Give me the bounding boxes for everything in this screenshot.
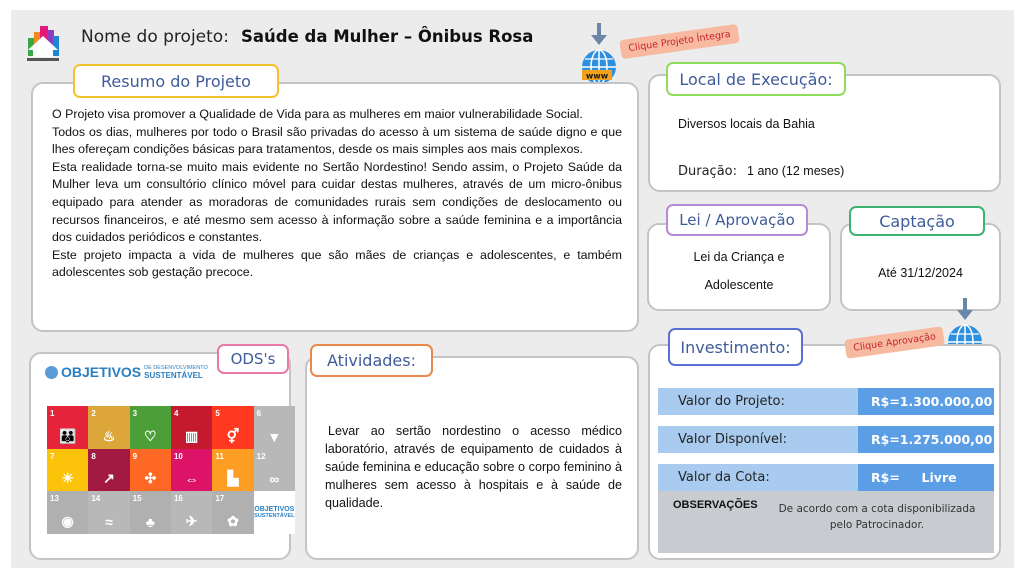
sdg-number: 13 <box>50 494 59 504</box>
sdg-goal-icon: 👪 <box>58 427 77 444</box>
captacao-value: Até 31/12/2024 <box>878 266 963 280</box>
sdg-number: 14 <box>91 494 101 504</box>
sdg-number: 12 <box>256 451 266 461</box>
sdg-tile-1 <box>47 406 88 449</box>
local-title: Local de Execução: <box>666 62 846 96</box>
sdg-number: 7 <box>50 451 55 461</box>
valor-cota-row <box>658 464 994 491</box>
sdg-tile-15 <box>130 491 171 534</box>
sdg-tile-3 <box>130 406 171 449</box>
clique-projeto-integra-note[interactable]: Clique Projeto Íntegra <box>619 24 740 59</box>
captacao-title: Captação <box>849 206 985 236</box>
sdg-goal-icon: ♡ <box>144 427 157 444</box>
sdg-goal-icon: ✿ <box>227 513 239 529</box>
sdg-goal-icon: ⇔ <box>184 471 199 488</box>
observacoes-text: De acordo com a cota disponibilizada pelo Patrocinador. <box>778 503 976 531</box>
ods-banner-main: OBJETIVOS <box>61 364 142 380</box>
sdg-goal-icon: ▥ <box>185 427 199 444</box>
sdg-tile-14 <box>88 491 129 534</box>
sdg-tile-10 <box>171 449 212 492</box>
observacoes-label: OBSERVAÇÕES <box>673 499 758 511</box>
logo <box>24 24 62 64</box>
sdg-goal-icon: ▙ <box>227 470 239 487</box>
sdg-goal-icon: ⚥ <box>226 427 240 444</box>
ods-banner-sub2: SUSTENTÁVEL <box>144 371 203 380</box>
atividades-title: Atividades: <box>310 344 433 377</box>
sdg-goal-icon: ∞ <box>269 471 280 488</box>
sdg-number: 11 <box>215 451 224 461</box>
sdg-corner-main: OBJETIVOS <box>254 506 295 514</box>
sdg-tile-16 <box>171 491 212 534</box>
sdg-number: 8 <box>91 451 96 461</box>
sdg-goal-icon: ✈ <box>185 513 198 529</box>
sdg-tile-12 <box>254 449 295 492</box>
sdg-puzzle-grid <box>47 406 295 534</box>
sdg-goal-icon: ♨ <box>102 427 116 444</box>
sdg-goal-icon: ≈ <box>105 514 113 530</box>
duration-label: Duração: <box>678 164 738 179</box>
sdg-tile-5 <box>212 406 253 449</box>
sdg-goal-icon: ↗ <box>103 470 115 487</box>
www-label: www <box>585 71 609 81</box>
valor-disponivel-value: R$=1.275.000,00 <box>858 426 994 453</box>
resumo-paragraph-2: Todos os dias, mulheres por todo o Brasil são privadas do acesso à um sistema de saúde digno e que lhes ofereçam condições básicas para tratamentos, desde os mais simples aos mais complexos. <box>52 124 622 157</box>
sdg-number: 15 <box>132 494 142 504</box>
sdg-number: 6 <box>256 409 262 418</box>
resumo-title: Resumo do Projeto <box>73 64 279 98</box>
sdg-number: 10 <box>173 451 183 461</box>
sdg-goal-icon: ▼ <box>267 428 282 445</box>
investimento-title: Investimento: <box>668 328 803 366</box>
valor-projeto-value: R$=1.300.000,00 <box>858 388 994 415</box>
ods-card <box>29 352 295 560</box>
sdg-number: 9 <box>132 451 138 461</box>
sdg-tile-13 <box>47 491 88 534</box>
valor-cota-label: Valor da Cota: <box>658 464 858 491</box>
resumo-paragraph-3: Esta realidade torna-se muito mais evidente no Sertão Nordestino! Sendo assim, o Projeto Saúde da Mulher leva um consultório clínico móvel para cuidar destas mulheres, através de um micro-ônibus equipado para atender as moradoras de comunidades rurais sem condições de deslocamento ou recursos financeiros, e até mesmo sem acesso à informação sobre a saúde feminina e a importância dos cuidados periódicos e constantes. <box>52 159 622 245</box>
local-value: Diversos locais da Bahia <box>678 117 815 131</box>
sdg-number: 2 <box>91 409 96 418</box>
sdg-goal-icon: ♣ <box>145 514 155 530</box>
project-name-label: Nome do projeto: <box>81 27 229 47</box>
slide <box>11 10 1014 568</box>
sdg-tile-11 <box>212 449 253 492</box>
lei-card <box>647 223 831 311</box>
sdg-number: 16 <box>173 494 183 504</box>
resumo-paragraph-4: Este projeto impacta a vida de mulheres que são mães de crianças e adolescentes, e também adolescentes sob gestação precoce. <box>52 247 622 280</box>
valor-projeto-label: Valor do Projeto: <box>658 388 858 415</box>
sdg-goal-icon: ☀ <box>61 470 74 487</box>
un-emblem-icon <box>45 366 58 379</box>
sdg-number: 1 <box>50 409 55 418</box>
ods-banner <box>45 364 208 380</box>
resumo-card <box>31 82 639 332</box>
sdg-number: 5 <box>215 409 220 418</box>
valor-disponivel-label: Valor Disponível: <box>658 426 858 453</box>
project-name: Saúde da Mulher – Ônibus Rosa <box>241 27 534 46</box>
sdg-goal-icon: ✣ <box>144 470 157 487</box>
sdg-tile-8 <box>88 449 129 492</box>
sdg-tile-17 <box>212 491 253 534</box>
resumo-paragraph-1: O Projeto visa promover a Qualidade de Vida para as mulheres em maior vulnerabilidade Social. <box>52 107 583 121</box>
sdg-tile-9 <box>130 449 171 492</box>
atividades-text: Levar ao sertão nordestino o acesso médico laboratório, através de equipamento de cuidados à saúde feminina e educação sobre o corpo feminino à mulheres sem acesso à hospitais e à saúde de qualidade. <box>325 424 622 510</box>
lei-title: Lei / Aprovação <box>666 204 808 236</box>
house-logo-icon <box>24 24 62 64</box>
sdg-tile-6 <box>254 406 295 449</box>
valor-projeto-row <box>658 388 994 415</box>
observacoes-box <box>658 491 994 553</box>
clique-aprovacao-note[interactable]: Clique Aprovação <box>844 326 945 359</box>
sdg-tile-logo <box>254 491 295 534</box>
sdg-tile-4 <box>171 406 212 449</box>
ods-title: ODS's <box>217 344 289 374</box>
atividades-card <box>305 356 639 560</box>
lei-line-1: Lei da Criança e <box>693 250 785 264</box>
sdg-corner-sub: SUSTENTÁVEL <box>254 513 295 520</box>
sdg-number: 4 <box>173 409 179 418</box>
investimento-card <box>648 344 1001 560</box>
valor-cota-value: R$= Livre <box>858 464 994 491</box>
sdg-goal-icon: ◉ <box>61 513 74 529</box>
sdg-tile-7 <box>47 449 88 492</box>
ods-banner-sub1: DE DESENVOLVIMENTO <box>144 365 208 371</box>
sdg-number: 3 <box>132 409 138 418</box>
valor-disponivel-row <box>658 426 994 453</box>
lei-line-2: Adolescente <box>704 278 774 292</box>
sdg-number: 17 <box>215 494 225 504</box>
sdg-tile-2 <box>88 406 129 449</box>
duration-value: 1 ano (12 meses) <box>747 164 845 178</box>
